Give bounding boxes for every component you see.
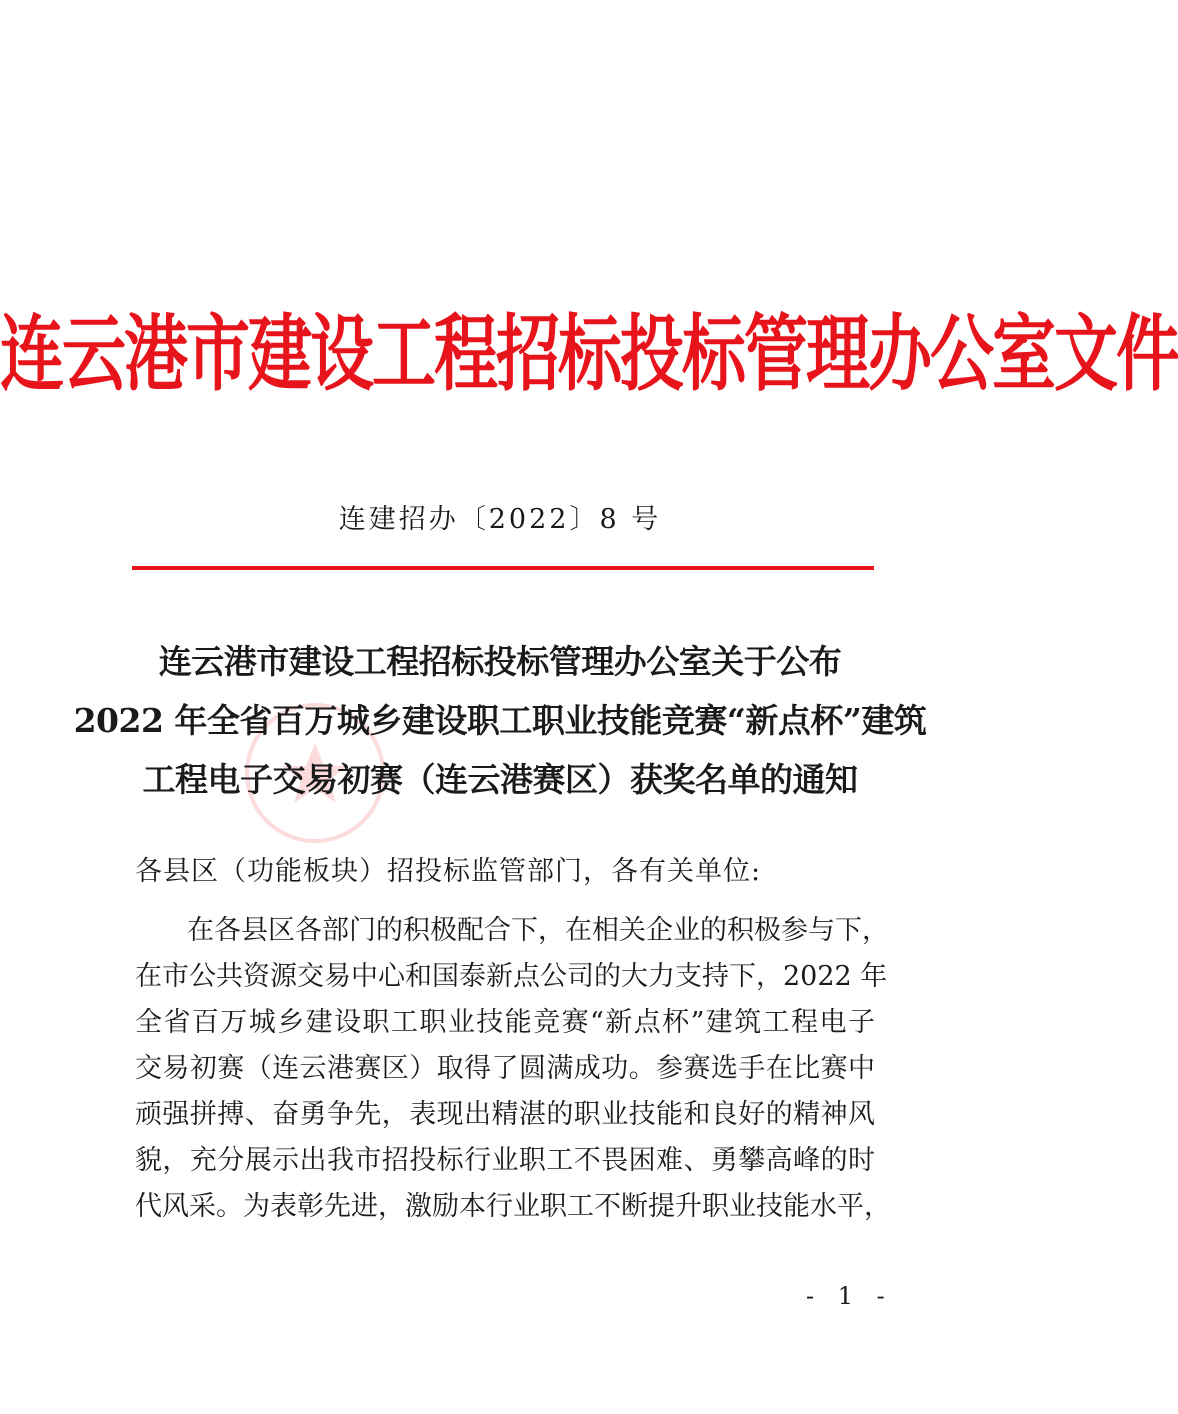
body-line: 在市公共资源交易中心和国泰新点公司的大力支持下，2022 年 (135, 961, 888, 992)
notice-title (60, 632, 940, 809)
title-line: 连云港市建设工程招标投标管理办公室关于公布 (158, 642, 842, 681)
body-line: 顽强拼搏、奋勇争先，表现出精湛的职业技能和良好的精神风 (135, 1099, 875, 1130)
body-line: 交易初赛（连云港赛区）取得了圆满成功。参赛选手在比赛中 (135, 1053, 875, 1084)
title-line: 工程电子交易初赛（连云港赛区）获奖名单的通知 (142, 760, 858, 799)
body-line: 在各县区各部门的积极配合下，在相关企业的积极参与下， (187, 915, 889, 946)
document-number: 连建招办〔2022〕8 号 (338, 504, 662, 535)
body-line: 全省百万城乡建设职工职业技能竞赛“新点杯”建筑工程电子 (135, 1007, 875, 1038)
addressee-line: 各县区（功能板块）招投标监管部门，各有关单位: (135, 856, 762, 887)
title-line: 2022 年全省百万城乡建设职工职业技能竞赛“新点杯”建筑 (73, 701, 927, 740)
page-number: - 1 - (806, 1282, 893, 1310)
body-paragraph (135, 908, 891, 1230)
document-masthead: 连云港市建设工程招标投标管理办公室文件 (0, 305, 1178, 404)
body-line: 貌，充分展示出我市招投标行业职工不畏困难、勇攀高峰的时 (135, 1145, 875, 1176)
red-divider (132, 566, 874, 570)
body-line: 代风采。为表彰先进，激励本行业职工不断提升职业技能水平， (135, 1191, 891, 1222)
